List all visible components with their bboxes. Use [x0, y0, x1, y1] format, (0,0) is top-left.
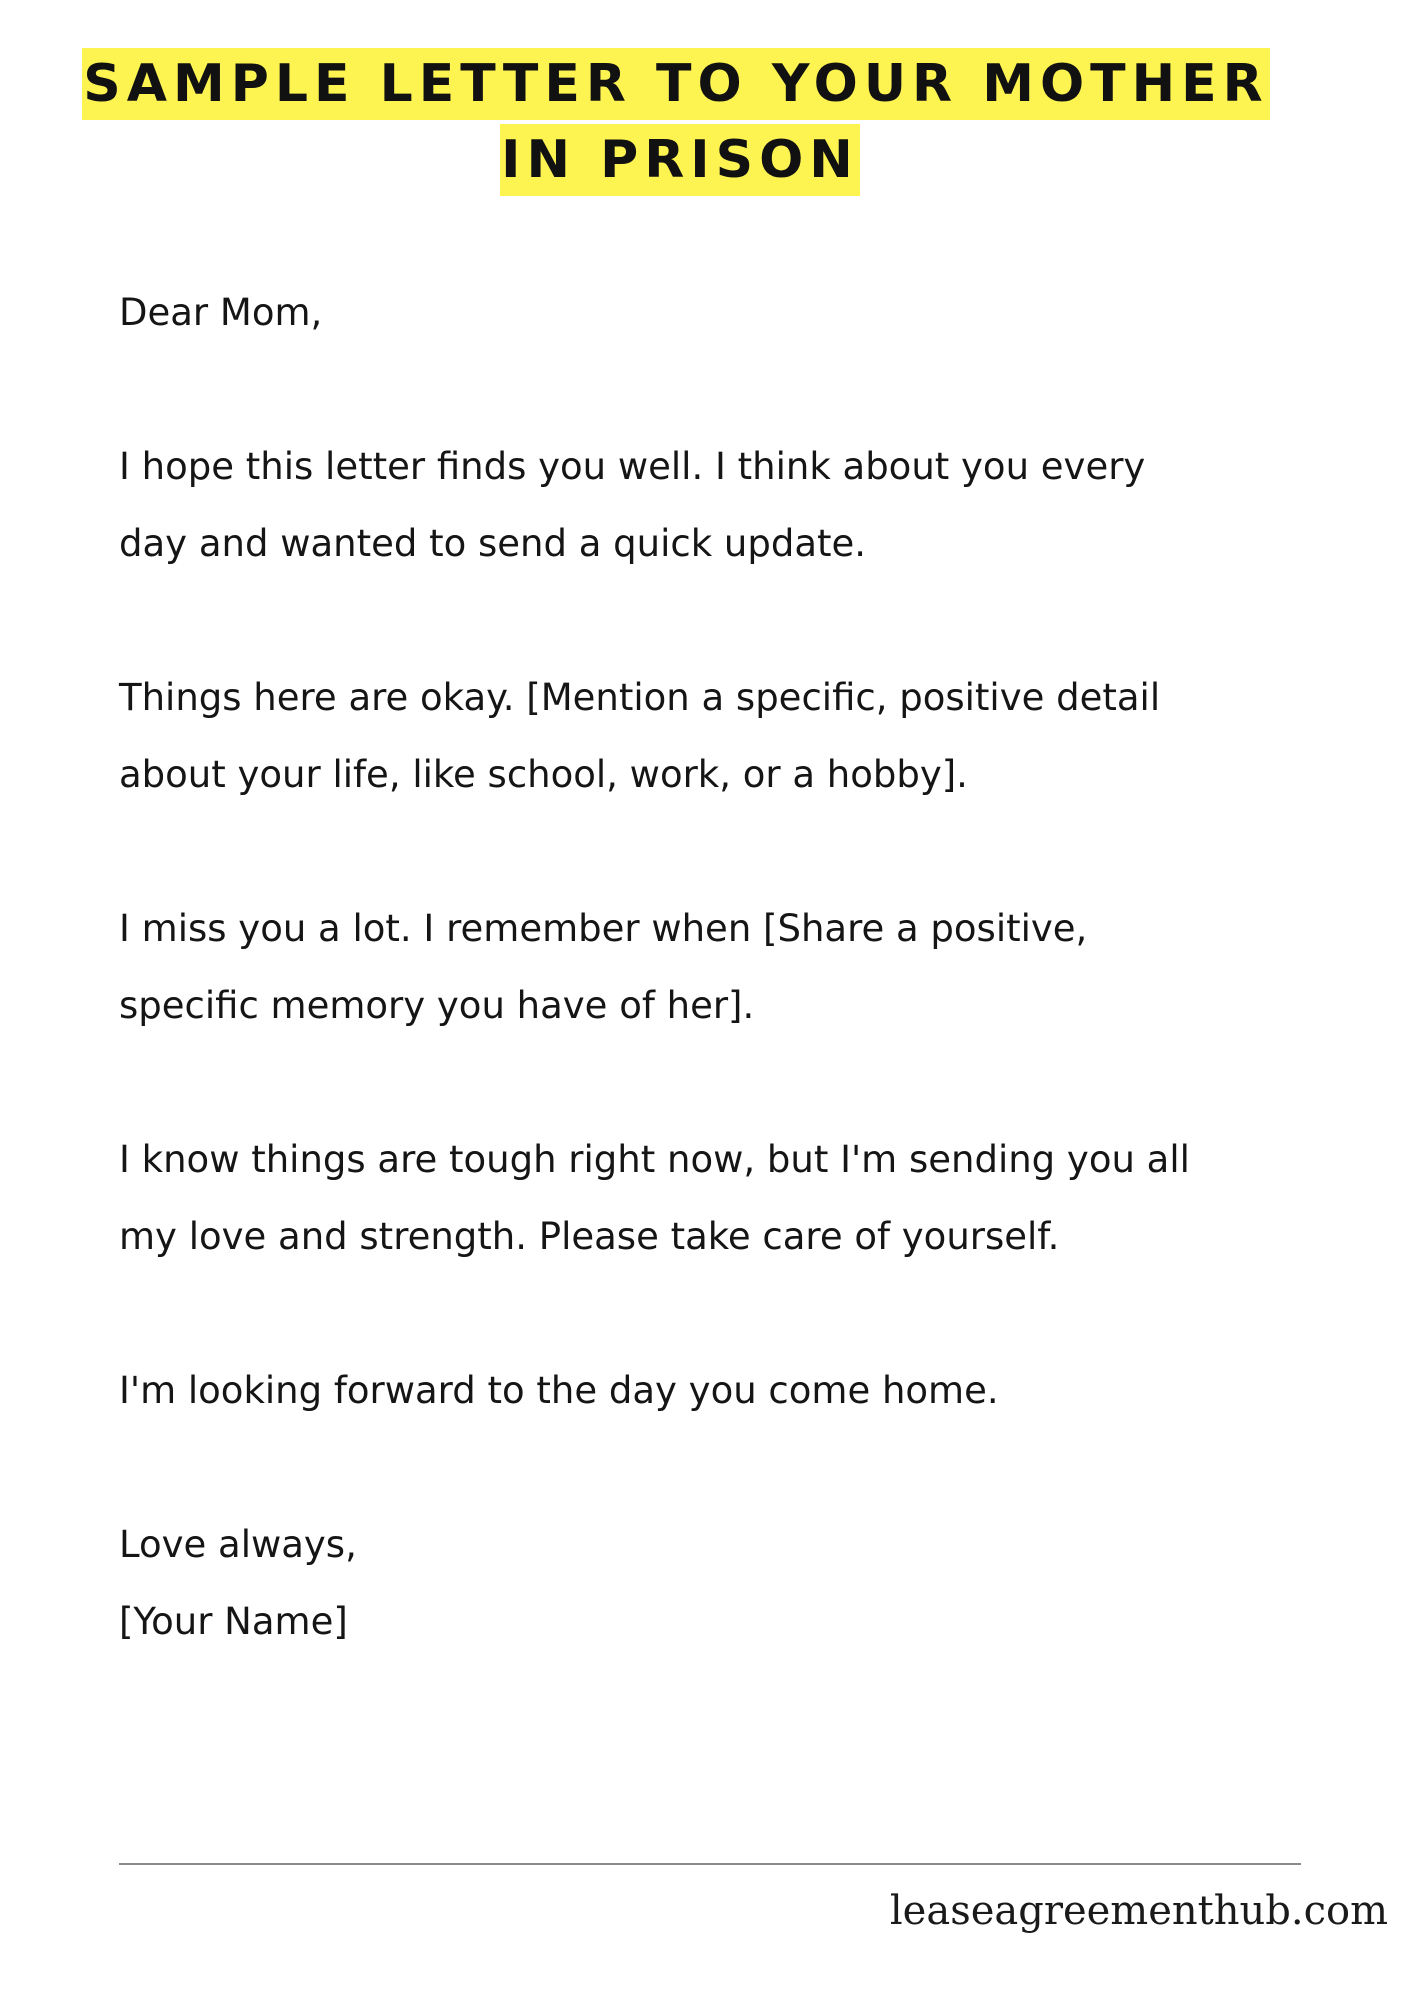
paragraph-1-line-1: I hope this letter finds you well. I think about you every — [119, 445, 1146, 488]
closing: Love always, — [119, 1523, 357, 1566]
title-line-2: IN PRISON — [500, 124, 860, 196]
paragraph-3-line-2: specific memory you have of her]. — [119, 984, 755, 1027]
closing-block — [119, 1506, 1349, 1660]
paragraph-4 — [119, 1121, 1349, 1275]
paragraph-3-line-1: I miss you a lot. I remember when [Share a positive, — [119, 907, 1088, 950]
signature-placeholder: [Your Name] — [119, 1600, 348, 1643]
paragraph-1 — [119, 428, 1349, 582]
paragraph-2 — [119, 659, 1349, 813]
paragraph-4-line-1: I know things are tough right now, but I'm sending you all — [119, 1138, 1190, 1181]
footer-divider — [119, 1863, 1301, 1865]
salutation-text: Dear Mom, — [119, 291, 323, 334]
paragraph-1-line-2: day and wanted to send a quick update. — [119, 522, 867, 565]
salutation — [119, 274, 1349, 351]
paragraph-5 — [119, 1352, 1349, 1429]
footer-website: leaseagreementhub.com — [889, 1888, 1388, 1934]
title-line-1: SAMPLE LETTER TO YOUR MOTHER — [82, 48, 1270, 120]
paragraph-2-line-1: Things here are okay. [Mention a specific, positive detail — [119, 676, 1161, 719]
paragraph-2-line-2: about your life, like school, work, or a hobby]. — [119, 753, 968, 796]
paragraph-4-line-2: my love and strength. Please take care of yourself. — [119, 1215, 1060, 1258]
paragraph-3 — [119, 890, 1349, 1044]
paragraph-5-line-1: I'm looking forward to the day you come home. — [119, 1369, 999, 1412]
